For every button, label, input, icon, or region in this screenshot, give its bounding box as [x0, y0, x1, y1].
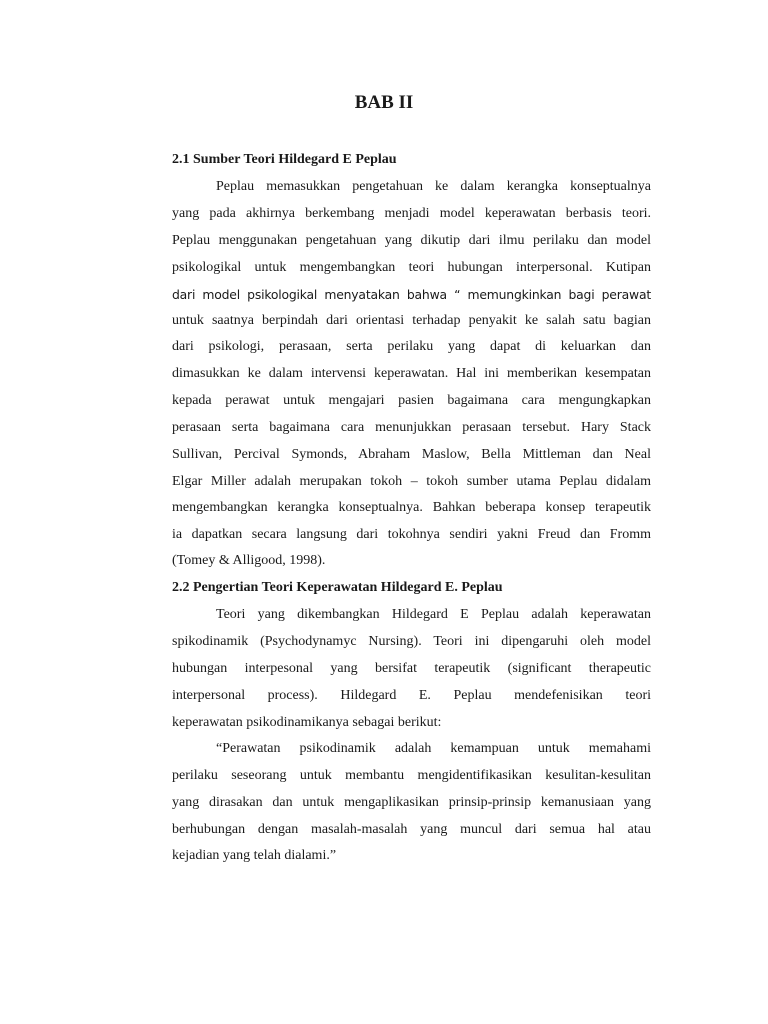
paragraph-line: dimasukkan ke dalam intervensi keperawatan. Hal ini memberikan kesempatan: [172, 366, 651, 381]
paragraph-line: Peplau memasukkan pengetahuan ke dalam kerangka konseptualnya: [216, 179, 651, 194]
paragraph-line: dari psikologi, perasaan, serta perilaku yang dapat di keluarkan dan: [172, 339, 651, 354]
paragraph-line: kejadian yang telah dialami.”: [172, 848, 337, 863]
paragraph-line: Elgar Miller adalah merupakan tokoh – tokoh sumber utama Peplau didalam: [172, 474, 651, 489]
chapter-title: BAB II: [354, 92, 414, 113]
paragraph-line: perilaku seseorang untuk membantu mengidentifikasikan kesulitan-kesulitan: [172, 768, 651, 783]
paragraph-line: dari model psikologikal menyatakan bahwa “ memungkinkan bagi perawat: [172, 287, 651, 302]
paragraph-line: mengembangkan kerangka konseptualnya. Bahkan beberapa konsep terapeutik: [172, 500, 651, 515]
paragraph-line: interpersonal process). Hildegard E. Peplau mendefenisikan teori: [172, 688, 651, 703]
section-heading-2-2: 2.2 Pengertian Teori Keperawatan Hildegard E. Peplau: [172, 580, 503, 595]
paragraph-line: psikologikal untuk mengembangkan teori hubungan interpersonal. Kutipan: [172, 260, 651, 275]
paragraph-line: berhubungan dengan masalah-masalah yang muncul dari semua hal atau: [172, 822, 651, 837]
paragraph-line: kepada perawat untuk mengajari pasien bagaimana cara mengungkapkan: [172, 393, 651, 408]
paragraph-line: yang dirasakan dan untuk mengaplikasikan prinsip-prinsip kemanusiaan yang: [172, 795, 651, 810]
paragraph-line: “Perawatan psikodinamik adalah kemampuan untuk memahami: [216, 741, 651, 756]
paragraph-line: yang pada akhirnya berkembang menjadi model keperawatan berbasis teori.: [172, 206, 651, 221]
paragraph-line: Sullivan, Percival Symonds, Abraham Maslow, Bella Mittleman dan Neal: [172, 447, 651, 462]
paragraph-line: untuk saatnya berpindah dari orientasi terhadap penyakit ke salah satu bagian: [172, 313, 651, 328]
paragraph-line: (Tomey & Alligood, 1998).: [172, 553, 326, 568]
paragraph-line: Teori yang dikembangkan Hildegard E Peplau adalah keperawatan: [216, 607, 651, 622]
paragraph-line: ia dapatkan secara langsung dari tokohnya sendiri yakni Freud dan Fromm: [172, 527, 651, 542]
paragraph-line: Peplau menggunakan pengetahuan yang dikutip dari ilmu perilaku dan model: [172, 233, 651, 248]
paragraph-line: spikodinamik (Psychodynamyc Nursing). Teori ini dipengaruhi oleh model: [172, 634, 651, 649]
section-heading-2-1: 2.1 Sumber Teori Hildegard E Peplau: [172, 152, 397, 167]
paragraph-line: hubungan interpesonal yang bersifat terapeutik (significant therapeutic: [172, 661, 651, 676]
paragraph-line: perasaan serta bagaimana cara menunjukkan perasaan tersebut. Hary Stack: [172, 420, 651, 435]
paragraph-line: keperawatan psikodinamikanya sebagai berikut:: [172, 715, 442, 730]
